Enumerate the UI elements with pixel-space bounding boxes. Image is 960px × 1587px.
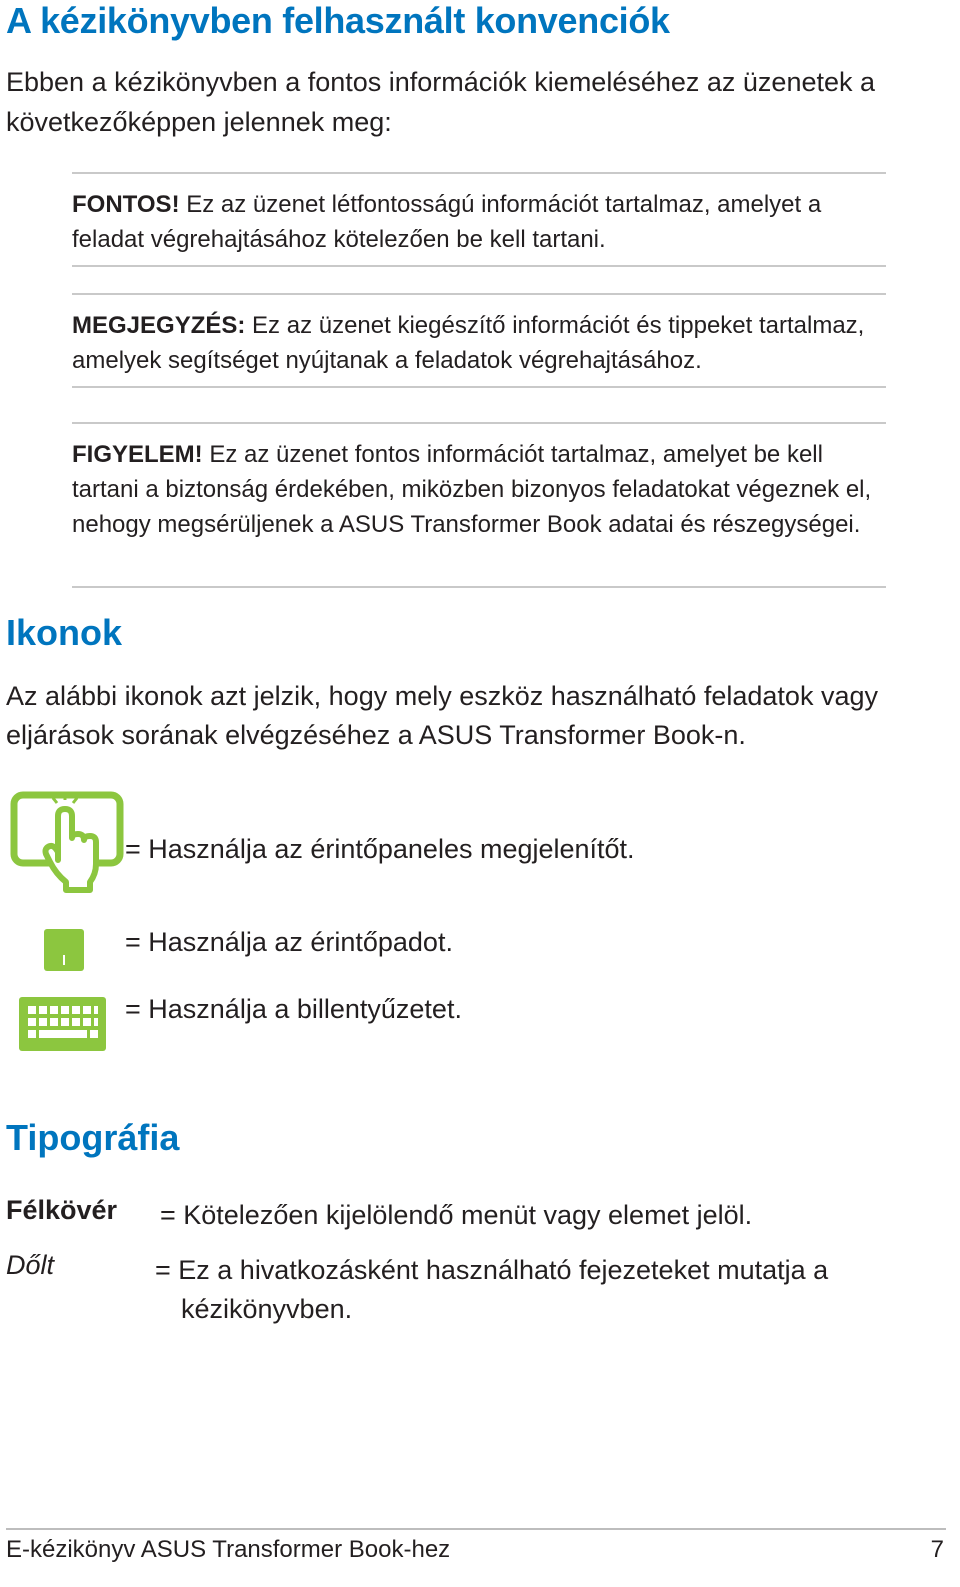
icon-legend-touchscreen: = Használja az érintőpaneles megjelenítőt. bbox=[125, 834, 635, 864]
note-important bbox=[72, 187, 892, 257]
section-heading-icons: Ikonok bbox=[6, 612, 123, 653]
footer-rule bbox=[6, 1528, 946, 1530]
page-number: 7 bbox=[930, 1536, 944, 1563]
note-text: Ez az üzenet létfontosságú információt tartalmaz, amelyet a feladat végrehajtásához kötelezően be kell tartani. bbox=[72, 191, 822, 253]
intro-paragraph: Ebben a kézikönyvben a fontos információk kiemeléséhez az üzenetek a következőképpen jelennek meg: bbox=[6, 67, 876, 137]
note-text: Ez az üzenet fontos információt tartalmaz, amelyet be kell tartani a biztonság érdekében, miközben bizonyos feladatokat végeznek el, nehogy megsérüljenek a ASUS Transformer Book adatai és részegységei. bbox=[72, 441, 872, 538]
note-rule-top bbox=[72, 422, 886, 424]
touchscreen-icon bbox=[10, 790, 126, 894]
note-rule-bottom bbox=[72, 586, 886, 588]
icon-legend-keyboard: = Használja a billentyűzetet. bbox=[125, 994, 462, 1024]
footer-title: E-kézikönyv ASUS Transformer Book-hez bbox=[6, 1536, 451, 1563]
icon-legend-touchpad: = Használja az érintőpadot. bbox=[125, 927, 453, 957]
section-heading-typography: Tipográfia bbox=[6, 1117, 180, 1158]
note-warning bbox=[72, 437, 892, 542]
note-label: FIGYELEM! bbox=[72, 441, 203, 468]
icons-intro: Az alábbi ikonok azt jelzik, hogy mely eszköz használható feladatok vagy eljárások sorának elvégzéséhez a ASUS Transformer Book-n. bbox=[6, 681, 878, 750]
typography-term-italic: Dőlt bbox=[6, 1250, 55, 1280]
page-title: A kézikönyvben felhasznált konvenciók bbox=[6, 0, 670, 41]
touchpad-icon bbox=[44, 929, 84, 971]
typography-def-bold: = Kötelezően kijelölendő menüt vagy elemet jelöl. bbox=[160, 1200, 753, 1230]
typography-def-italic: = Ez a hivatkozásként használható fejezeteket mutatja a bbox=[155, 1255, 829, 1285]
note-label: FONTOS! bbox=[72, 191, 180, 218]
note-rule-top bbox=[72, 172, 886, 174]
note-text: Ez az üzenet kiegészítő információt és tippeket tartalmaz, amelyek segítséget nyújtanak a feladatok végrehajtásához. bbox=[72, 312, 865, 374]
typography-def-italic-cont: kézikönyvben. bbox=[181, 1294, 353, 1324]
note-label: MEGJEGYZÉS: bbox=[72, 312, 246, 339]
keyboard-icon bbox=[19, 997, 106, 1051]
note-rule-bottom bbox=[72, 265, 886, 267]
typography-term-bold: Félkövér bbox=[6, 1195, 118, 1225]
note-rule-bottom bbox=[72, 386, 886, 388]
note-rule-top bbox=[72, 293, 886, 295]
note-remark bbox=[72, 308, 892, 378]
